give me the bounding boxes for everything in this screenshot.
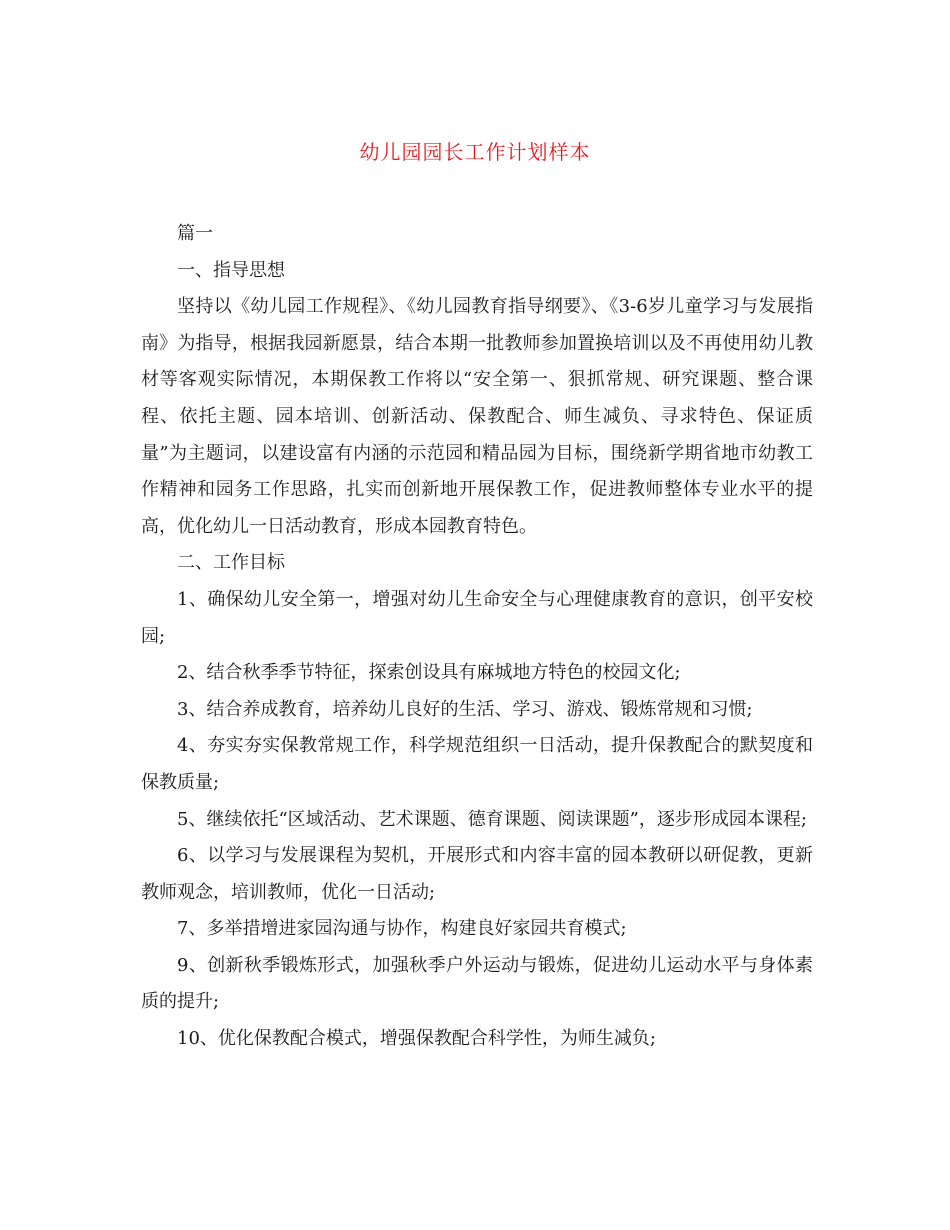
goal-item-3: 3、结合养成教育，培养幼儿良好的生活、学习、游戏、锻炼常规和习惯; (177, 698, 753, 720)
heading-work-goals: 二、工作目标 (177, 552, 285, 574)
section-label: 篇一 (177, 223, 213, 244)
goal-item-9: 9、创新秋季锻炼形式，加强秋季户外运动与锻炼，促进幼儿运动水平与身体素质的提升; (141, 954, 813, 1013)
goal-item-10: 10、优化保教配合模式，增强保教配合科学性，为师生减负; (177, 1028, 656, 1050)
goal-item-1: 1、确保幼儿安全第一，增强对幼儿生命安全与心理健康教育的意识，创平安校园; (141, 588, 813, 647)
heading-guiding-ideology: 一、指导思想 (177, 259, 285, 281)
goal-item-5: 5、继续依托“区域活动、艺术课题、德育课题、阅读课题”，逐步形成园本课程; (177, 808, 807, 830)
goal-item-6: 6、以学习与发展课程为契机，开展形式和内容丰富的园本教研以研促教，更新教师观念，培训教师，优化一日活动; (141, 845, 813, 903)
document-title: 幼儿园园长工作计划样本 (359, 140, 591, 164)
goal-item-7: 7、多举措增进家园沟通与协作，构建良好家园共育模式; (177, 918, 627, 940)
goal-item-4: 4、夯实夯实保教常规工作，科学规范组织一日活动，提升保教配合的默契度和保教质量; (141, 735, 813, 793)
document-body (141, 216, 813, 1058)
goal-item-2: 2、结合秋季季节特征，探索创设具有麻城地方特色的校园文化; (177, 662, 681, 684)
paragraph-guiding-ideology: 坚持以《幼儿园工作规程》、《幼儿园教育指导纲要》、《3-6岁儿童学习与发展指南》为指导，根据我园新愿景，结合本期一批教师参加置换培训以及不再使用幼儿教材等客观实际情况，本期保教工作将以“安全第一、狠抓常规、研究课题、整合课程、依托主题、园本培训、创新活动、保教配合、师生减负、寻求特色、保证质量”为主题词，以建设富有内涵的示范园和精品园为目标，围绕新学期省地市幼教工作精神和园务工作思路，扎实而创新地开展保教工作，促进教师整体专业水平的提高，优化幼儿一日活动教育，形成本园教育特色。 (141, 296, 813, 537)
